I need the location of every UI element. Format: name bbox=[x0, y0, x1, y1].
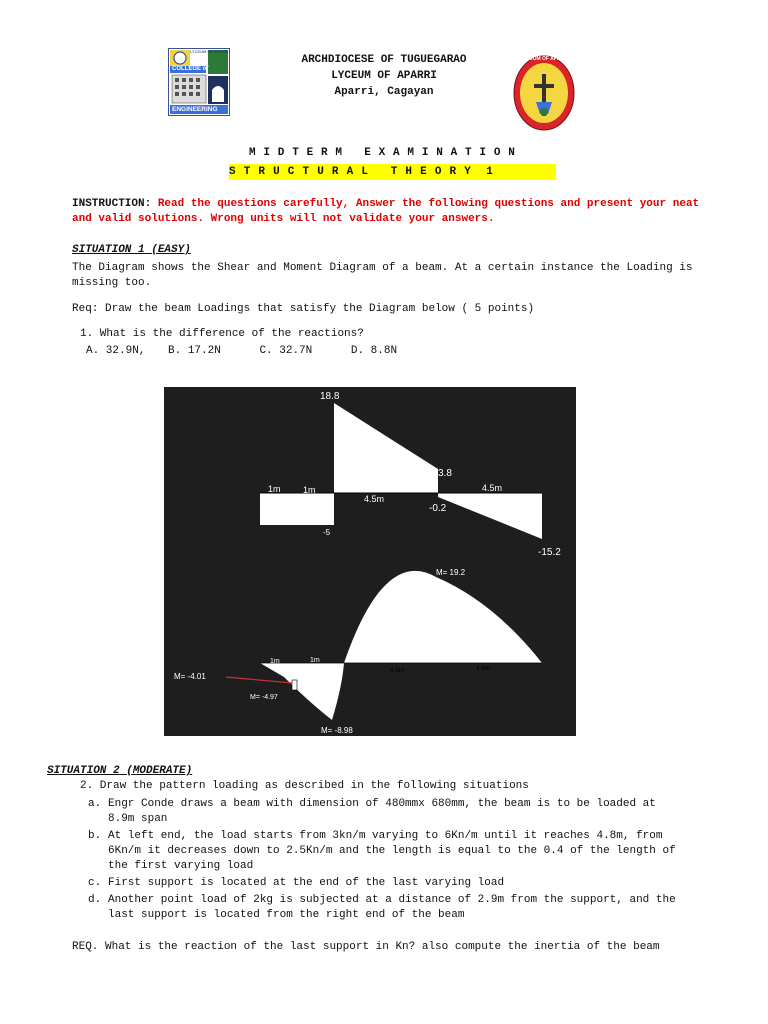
moment-curve-positive bbox=[344, 571, 542, 663]
logo-band-text: COLLEGE of bbox=[172, 66, 209, 72]
situation1-paragraph: The Diagram shows the Shear and Moment Diagram of a beam. At a certain instance the Loading is missing too. bbox=[72, 262, 693, 289]
school-seal bbox=[512, 54, 576, 132]
moment-seg3: 4.5m bbox=[390, 667, 405, 674]
item-line: last support is located from the right end of the beam bbox=[108, 909, 465, 921]
item-marker: b. bbox=[88, 830, 102, 842]
moment-arrow bbox=[226, 677, 292, 683]
shear-seg4: 4.5m bbox=[482, 483, 503, 493]
moment-label-left2: M= -4.97 bbox=[250, 694, 278, 701]
shear-block-left bbox=[260, 493, 334, 525]
item-marker: c. bbox=[88, 877, 102, 889]
shear-label-left-neg: -5 bbox=[323, 528, 331, 537]
shear-label-mid-neg: -0.2 bbox=[429, 503, 447, 514]
choice-c: C. 32.7N bbox=[259, 345, 313, 357]
moment-marker bbox=[292, 680, 297, 690]
logo-top-text: LYCEUM OF APARRI bbox=[190, 49, 229, 54]
situation1-heading: SITUATION 1 (EASY) bbox=[72, 244, 191, 256]
item-line: the first varying load bbox=[108, 860, 254, 872]
shear-label-top: 18.8 bbox=[320, 391, 340, 402]
choice-b: B. 17.2N bbox=[168, 345, 221, 357]
shear-label-mid-pos: 3.8 bbox=[438, 468, 452, 479]
item-line: First support is located at the end of the last varying load bbox=[108, 877, 505, 889]
item-marker: d. bbox=[88, 894, 102, 906]
shear-moment-diagram bbox=[164, 387, 576, 736]
instruction-block bbox=[72, 197, 722, 227]
shear-triangle-bottom bbox=[438, 493, 542, 539]
moment-label-max: M= 19.2 bbox=[436, 568, 466, 577]
list-item bbox=[88, 797, 738, 827]
moment-seg1: 1m bbox=[270, 658, 280, 665]
situation2-items bbox=[88, 797, 738, 925]
seal-ring-text: LYCEUM OF APARRI bbox=[520, 56, 569, 62]
choice-d: D. 8.8N bbox=[350, 345, 398, 357]
shear-label-bottom: -15.2 bbox=[538, 547, 561, 558]
item-line: Engr Conde draws a beam with dimension of 480mmx 680mm, the beam is to be loaded at bbox=[108, 798, 656, 810]
situation2-requirement: REQ. What is the reaction of the last support in Kn? also compute the inertia of the beam bbox=[72, 941, 660, 953]
item-line: 6Kn/m it decreases down to 2.5Kn/m and the length is equal to the 0.4 of the length of bbox=[108, 845, 676, 857]
item-line: At left end, the load starts from 3kn/m varying to 6Kn/m until it reaches 4.8m, from bbox=[108, 830, 663, 842]
moment-label-left1: M= -4.01 bbox=[174, 672, 206, 681]
item-line: Another point load of 2kg is subjected at a distance of 2.9m from the support, and the bbox=[108, 894, 676, 906]
item-marker: a. bbox=[88, 798, 102, 810]
item-line: 8.9m span bbox=[108, 813, 168, 825]
situation1-requirement: Req: Draw the beam Loadings that satisfy the Diagram below ( 5 points) bbox=[72, 303, 535, 315]
question-1: 1. What is the difference of the reactions? bbox=[80, 328, 364, 340]
exam-subject: S T R U C T U R A L T H E O R Y 1 bbox=[229, 164, 556, 180]
instruction-text: Read the questions carefully, Answer the following questions and present your neat and valid solutions. Wrong units will not validate your answers. bbox=[72, 198, 700, 225]
moment-seg4: 4.9m bbox=[476, 665, 491, 672]
shear-triangle-top bbox=[334, 403, 438, 493]
shear-seg2: 1m bbox=[303, 485, 316, 495]
logo-bottom-text: ENGINEERING bbox=[172, 106, 218, 113]
moment-curve-negative bbox=[260, 663, 344, 720]
shear-diagram bbox=[260, 403, 542, 539]
shear-seg3: 4.5m bbox=[364, 494, 385, 504]
list-item bbox=[88, 876, 738, 891]
school-name: LYCEUM OF APARRI bbox=[331, 70, 437, 82]
list-item bbox=[88, 829, 738, 874]
instruction-label: INSTRUCTION: bbox=[72, 198, 152, 210]
situation2-heading: SITUATION 2 (MODERATE) bbox=[47, 765, 193, 777]
choice-a: A. 32.9N, bbox=[86, 345, 146, 357]
school-header bbox=[0, 52, 768, 100]
moment-seg2: 1m bbox=[310, 657, 320, 664]
archdiocese-line: ARCHDIOCESE OF TUGUEGARAO bbox=[301, 54, 467, 66]
situation2-intro: 2. Draw the pattern loading as described in the following situations bbox=[80, 780, 529, 792]
choices-row bbox=[86, 344, 397, 359]
moment-label-min: M= -8.98 bbox=[321, 726, 353, 735]
shear-seg1: 1m bbox=[268, 484, 281, 494]
school-location: Aparri, Cagayan bbox=[334, 86, 434, 98]
list-item bbox=[88, 893, 738, 923]
exam-title: M I D T E R M E X A M I N A T I O N bbox=[249, 147, 516, 159]
